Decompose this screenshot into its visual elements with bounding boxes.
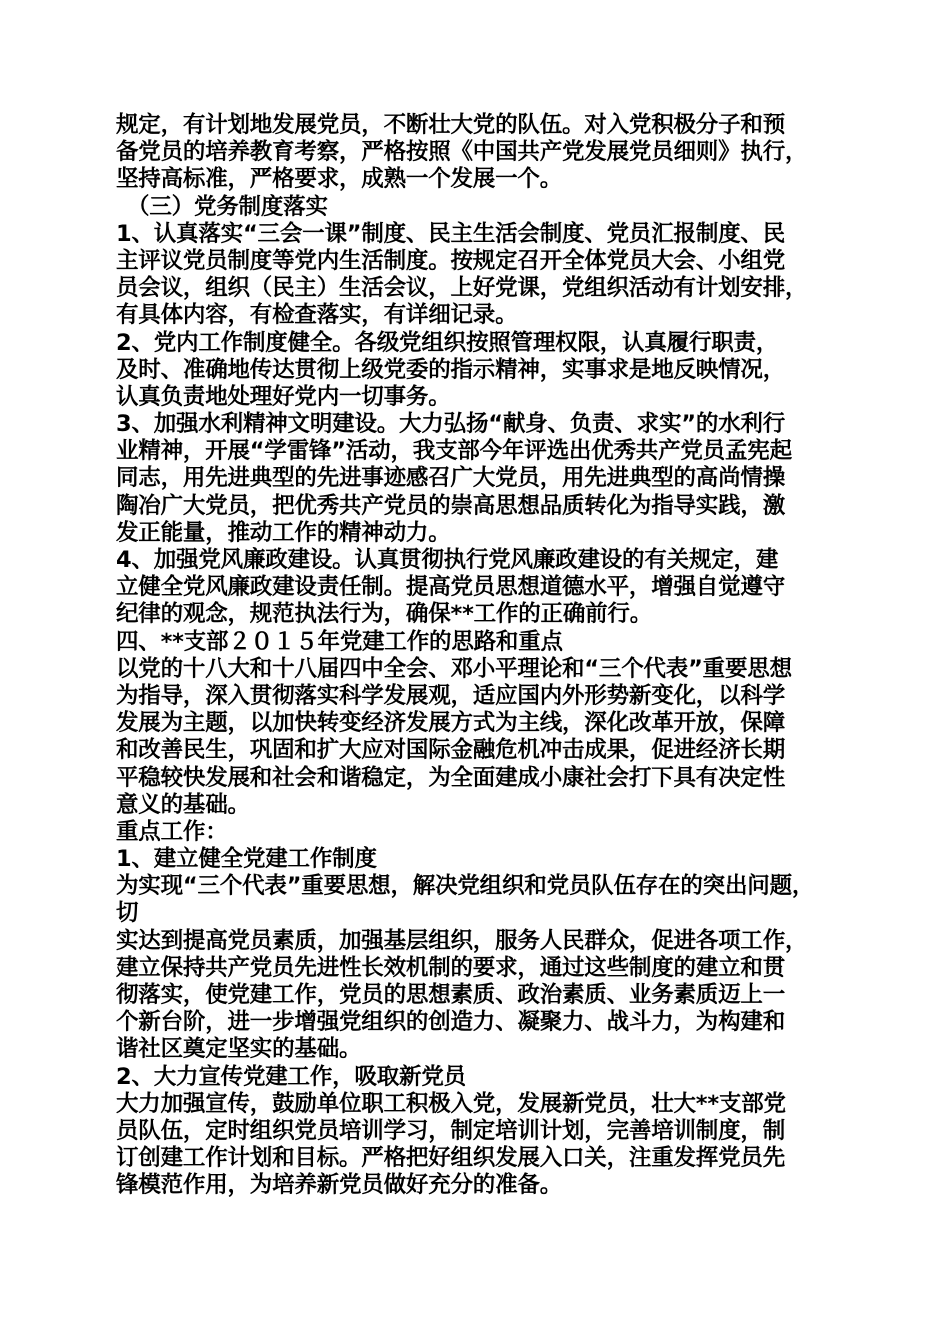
text-line: 发正能量，推动工作的精神动力。 [116,519,451,546]
text-line: 谐社区奠定坚实的基础。 [116,1036,362,1063]
text-line: （三）党务制度落实 [116,193,328,220]
text-line: 主评议党员制度等党内生活制度。按规定召开全体党员大会、小组党 [116,247,786,274]
text-line: 和改善民生，巩固和扩大应对国际金融危机冲击成果，促进经济长期 [116,737,786,764]
text-line: 备党员的培养教育考察，严格按照《中国共产党发展党员细则》执行， [116,139,808,166]
text-line: 以党的十八大和十八届四中全会、邓小平理论和“三个代表”重要思想 [116,655,792,682]
text-line: 3、加强水利精神文明建设。大力弘扬“献身、负责、求实”的水利行 [116,411,786,438]
text-line: 规定，有计划地发展党员，不断壮大党的队伍。对入党积极分子和预 [116,112,786,138]
text-line: 立健全党风廉政建设责任制。提高党员思想道德水平，增强自觉遵守 [116,574,786,601]
text-line: 及时、准确地传达贯彻上级党委的指示精神，实事求是地反映情况， [116,356,786,383]
text-line: 陶冶广大党员，把优秀共产党员的崇高思想品质转化为指导实践，激 [116,492,786,519]
text-line: 意义的基础。 [116,791,250,818]
text-line: 彻落实，使党建工作，党员的思想素质、政治素质、业务素质迈上一 [116,982,786,1008]
text-line: 业精神，开展“学雷锋”活动，我支部今年评选出优秀共产党员孟宪起 [116,438,792,465]
text-line: 建立保持共产党员先进性长效机制的要求，通过这些制度的建立和贯 [116,954,786,981]
text-line: 发展为主题，以加快转变经济发展方式为主线，深化改革开放，保障 [116,710,786,737]
text-line: 坚持高标准，严格要求，成熟一个发展一个。 [116,166,563,193]
text-line: 平稳较快发展和社会和谐稳定，为全面建成小康社会打下具有决定性 [116,764,786,791]
text-line: 员队伍，定时组织党员培训学习，制定培训计划，完善培训制度，制 [116,1117,786,1144]
text-line: 四、**支部２０１５年党建工作的思路和重点 [116,628,563,655]
text-line: 锋模范作用，为培养新党员做好充分的准备。 [116,1172,563,1199]
text-line: 认真负责地处理好党内一切事务。 [116,383,451,410]
text-line: 员会议，组织（民主）生活会议，上好党课，党组织活动有计划安排， [116,275,808,302]
text-line: 大力加强宣传，鼓励单位职工积极入党，发展新党员，壮大**支部党 [116,1090,786,1117]
text-line: 1、认真落实“三会一课”制度、民主生活会制度、党员汇报制度、民 [116,220,786,247]
text-line: 为指导，深入贯彻落实科学发展观，适应国内外形势新变化，以科学 [116,682,786,709]
text-line: 重点工作： [116,818,228,845]
document-body [116,112,844,1200]
text-line: 2、大力宣传党建工作，吸取新党员 [116,1063,466,1090]
text-line: 纪律的观念，规范执法行为，确保**工作的正确前行。 [116,601,653,628]
text-line: 切 [116,900,139,927]
text-line: 4、加强党风廉政建设。认真贯彻执行党风廉政建设的有关规定，建 [116,547,779,573]
text-line: 1、建立健全党建工作制度 [116,846,377,873]
text-line: 2、党内工作制度健全。各级党组织按照管理权限，认真履行职责， [116,329,779,356]
text-line: 个新台阶，进一步增强党组织的创造力、凝聚力、战斗力，为构建和 [116,1009,786,1036]
text-line: 订创建工作计划和目标。严格把好组织发展入口关，注重发挥党员先 [116,1145,786,1172]
text-line: 有具体内容，有检查落实，有详细记录。 [116,302,518,329]
text-line: 实达到提高党员素质，加强基层组织，服务人民群众，促进各项工作， [116,927,808,954]
text-line: 同志，用先进典型的先进事迹感召广大党员，用先进典型的高尚情操 [116,465,786,492]
text-line: 为实现“三个代表”重要思想，解决党组织和党员队伍存在的突出问题， [116,873,815,900]
